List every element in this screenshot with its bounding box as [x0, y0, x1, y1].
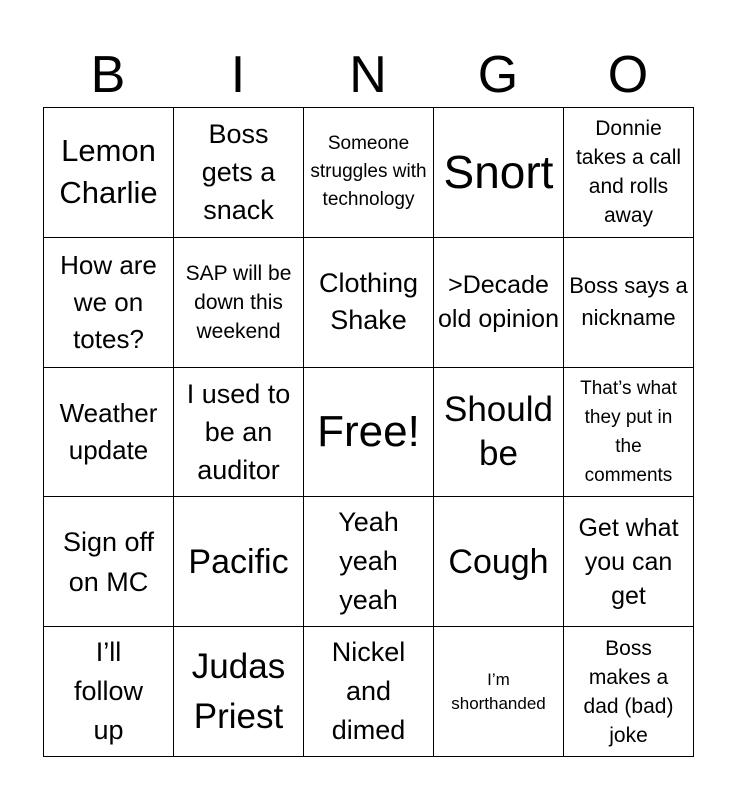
cell-text: Boss says a nickname [569, 273, 688, 331]
cell-text: Boss gets a snack [201, 119, 276, 226]
cell-text: I’ll follow up [73, 637, 144, 746]
bingo-board [43, 107, 694, 757]
header-letter-i: I [230, 46, 246, 104]
bingo-cell[interactable] [434, 108, 564, 238]
bingo-cell[interactable] [174, 368, 304, 498]
cell-text: How are we on totes? [60, 249, 157, 354]
cell-text: Nickel and dimed [331, 637, 406, 746]
cell-text: Yeah yeah yeah [338, 507, 399, 616]
bingo-cell[interactable] [44, 627, 174, 757]
cell-text: Free! [317, 406, 420, 456]
bingo-cell[interactable] [44, 238, 174, 368]
cell-text: That’s what they put in the comments [580, 377, 677, 486]
cell-text: Boss makes a dad (bad) joke [583, 636, 674, 747]
header-letter-n: N [349, 46, 387, 104]
bingo-header [43, 44, 693, 106]
cell-text: Clothing Shake [318, 268, 419, 336]
bingo-cell[interactable] [564, 238, 694, 368]
bingo-cell[interactable] [434, 368, 564, 498]
bingo-cell[interactable] [304, 497, 434, 627]
cell-text: Someone struggles with technology [310, 133, 427, 211]
bingo-cell[interactable] [174, 238, 304, 368]
bingo-cell[interactable] [304, 627, 434, 757]
bingo-cell[interactable] [434, 238, 564, 368]
cell-text: Donnie takes a call and rolls away [575, 117, 682, 228]
header-letter-o: O [607, 46, 649, 104]
bingo-cell[interactable] [304, 238, 434, 368]
cell-text: Get what you can get [578, 513, 679, 610]
cell-text: I used to be an auditor [186, 378, 291, 485]
cell-text: Lemon Charlie [59, 133, 158, 211]
bingo-cell[interactable] [174, 497, 304, 627]
bingo-cell[interactable] [564, 108, 694, 238]
cell-text: Cough [448, 542, 549, 581]
bingo-cell[interactable] [564, 627, 694, 757]
bingo-cell[interactable] [44, 497, 174, 627]
bingo-cell[interactable] [44, 108, 174, 238]
bingo-cell[interactable] [304, 368, 434, 498]
bingo-cell[interactable] [564, 368, 694, 498]
cell-text: Snort [443, 146, 554, 199]
header-letter-b: B [90, 46, 126, 104]
cell-text: Pacific [188, 542, 289, 581]
cell-text: SAP will be down this weekend [185, 261, 292, 343]
cell-text: Judas Priest [191, 646, 286, 736]
header-letter-g: G [477, 46, 519, 104]
cell-text: >Decade old opinion [438, 271, 559, 334]
cell-text: I’m shorthanded [451, 669, 546, 713]
bingo-cell[interactable] [434, 497, 564, 627]
cell-text: Should be [444, 389, 553, 473]
cell-text: Sign off on MC [62, 526, 155, 597]
bingo-cell[interactable] [44, 368, 174, 498]
bingo-cell[interactable] [174, 108, 304, 238]
bingo-cell[interactable] [564, 497, 694, 627]
bingo-cell[interactable] [174, 627, 304, 757]
bingo-cell[interactable] [434, 627, 564, 757]
cell-text: Weather update [59, 397, 158, 465]
bingo-cell[interactable] [304, 108, 434, 238]
